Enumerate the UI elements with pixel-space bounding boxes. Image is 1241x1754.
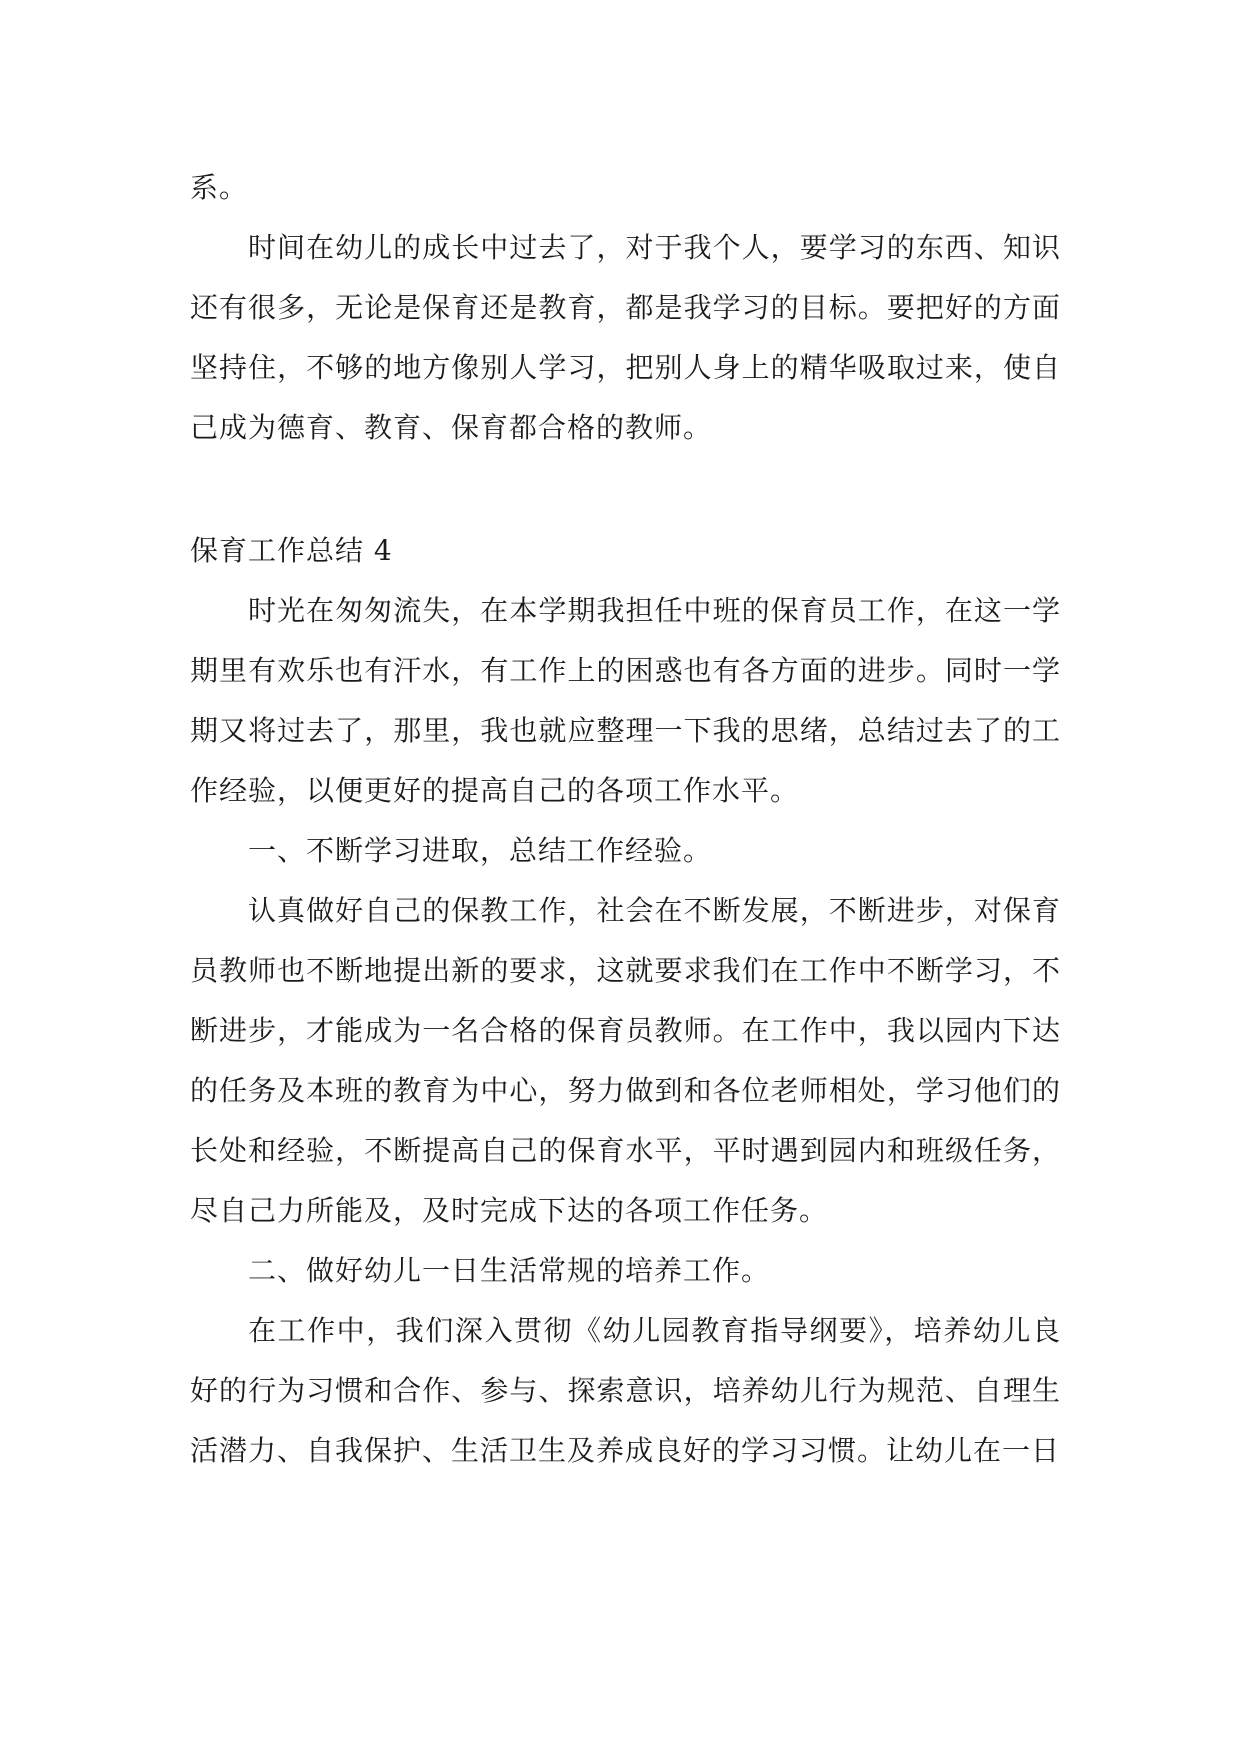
- subheading: 一、不断学习进取，总结工作经验。: [248, 834, 713, 867]
- subheading: 二、做好幼儿一日生活常规的培养工作。: [248, 1254, 771, 1287]
- paragraph: 认真做好自己的保教工作，社会在不断发展，不断进步，对保育员教师也不断地提出新的要求，这就要求我们在工作中不断学习，不断进步，才能成为一名合格的保育员教师。在工作中，我以园内下达的任务及本班的教育为中心，努力做到和各位老师相处，学习他们的长处和经验，不断提高自己的保育水平，平时遇到园内和班级任务，尽自己力所能及，及时完成下达的各项工作任务。: [190, 894, 1061, 1227]
- continuation-text: 系。: [190, 171, 249, 204]
- paragraph: 时光在匆匆流失，在本学期我担任中班的保育员工作，在这一学期里有欢乐也有汗水，有工作上的困惑也有各方面的进步。同时一学期又将过去了，那里，我也就应整理一下我的思绪，总结过去了的工作经验，以便更好的提高自己的各项工作水平。: [190, 594, 1061, 807]
- paragraph: 在工作中，我们深入贯彻《幼儿园教育指导纲要》，培养幼儿良好的行为习惯和合作、参与、探索意识，培养幼儿行为规范、自理生活潜力、自我保护、生活卫生及养成良好的学习习惯。让幼儿在一日: [190, 1314, 1061, 1467]
- paragraph: 时间在幼儿的成长中过去了，对于我个人，要学习的东西、知识还有很多，无论是保育还是教育，都是我学习的目标。要把好的方面坚持住，不够的地方像别人学习，把别人身上的精华吸取过来，使自己成为德育、教育、保育都合格的教师。: [190, 231, 1061, 444]
- section-title: 保育工作总结 4: [190, 534, 393, 567]
- document-body: [190, 158, 1061, 1481]
